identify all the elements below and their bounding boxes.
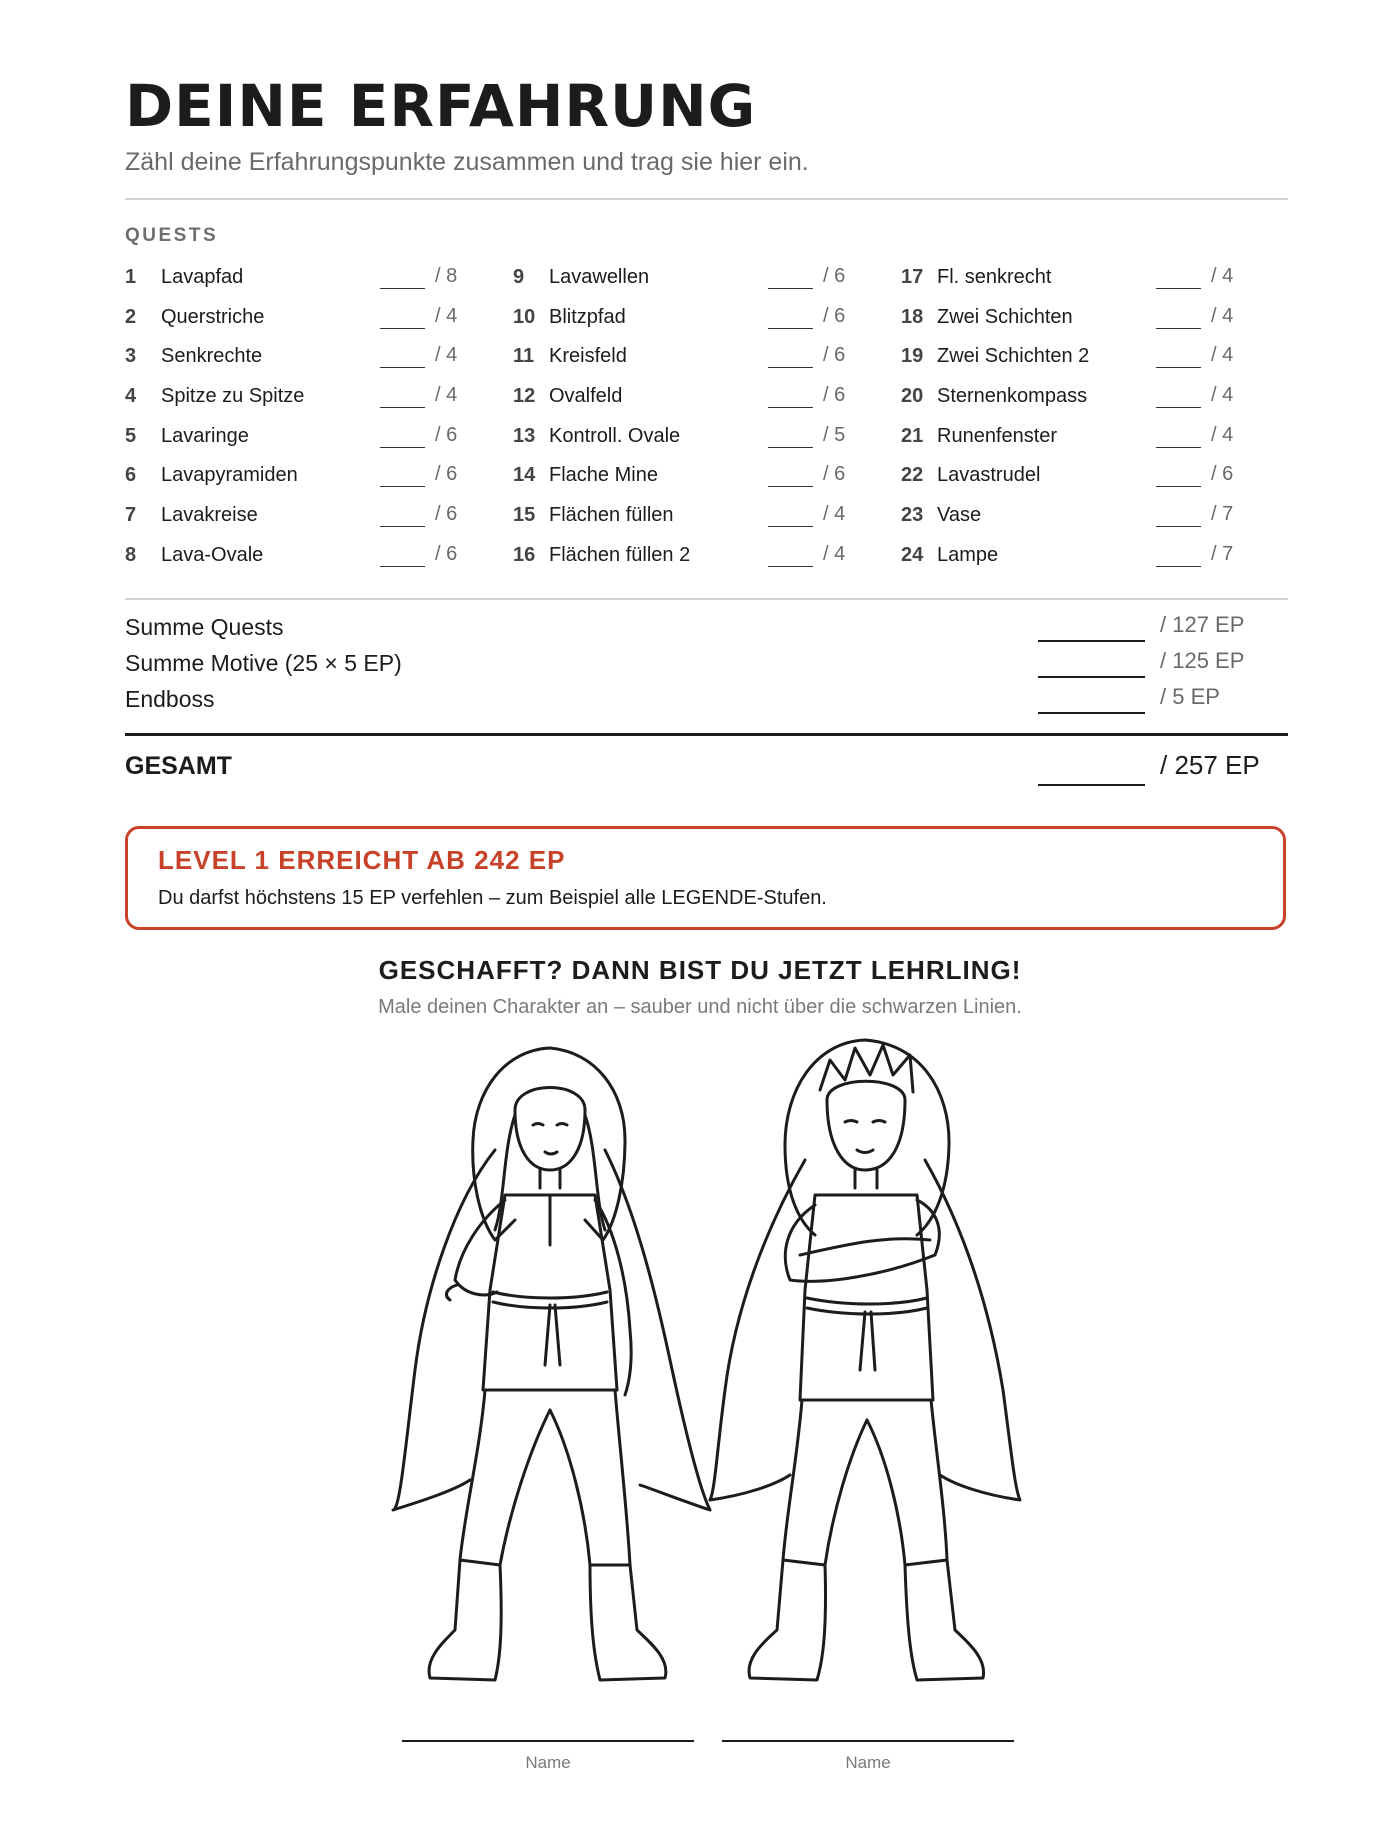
quest-score-blank[interactable] [380,486,425,487]
quest-max-points: / 8 [435,265,458,287]
quest-number: 13 [513,424,536,447]
quest-max-points: / 7 [1211,503,1234,526]
quest-number: 22 [901,464,924,487]
quest-score-blank[interactable] [768,367,813,368]
quest-max-points: / 6 [823,304,846,327]
quest-row [513,377,883,417]
level-heading: LEVEL 1 ERREICHT AB 242 EP [158,845,566,875]
quest-max-points: / 4 [823,542,846,565]
quest-row [901,258,1271,298]
coloring-hint: Male deinen Charakter an – sauber und nicht über die schwarzen Linien. [378,996,1022,1018]
quest-name: Lava-Ovale [161,543,264,566]
quest-max-points: / 4 [823,503,846,526]
quest-number: 21 [901,424,924,447]
quest-row [901,298,1271,338]
quest-row [125,417,495,457]
quest-column [901,258,1271,576]
quests-divider [125,598,1288,600]
quest-max-points: / 6 [823,344,846,367]
quest-score-blank[interactable] [380,328,425,329]
quest-max-points: / 7 [1211,542,1234,565]
quest-name: Sternenkompass [937,385,1088,408]
quest-max-points: / 6 [823,463,846,486]
quest-score-blank[interactable] [1156,328,1201,329]
quest-name: Ovalfeld [549,385,623,408]
quest-name: Lampe [937,543,999,566]
quest-max-points: / 6 [823,265,846,287]
girl-name-label: Name [525,1753,571,1772]
quest-row [125,337,495,377]
quest-score-blank[interactable] [1156,447,1201,448]
quest-row [901,456,1271,496]
quest-row [125,536,495,576]
quest-number: 5 [125,424,137,447]
quest-name: Lavawellen [549,266,650,288]
quest-score-blank[interactable] [380,407,425,408]
quest-row [513,536,883,576]
quest-row [513,456,883,496]
quest-score-blank[interactable] [380,367,425,368]
quest-max-points: / 6 [435,503,458,526]
quest-max-points: / 4 [435,304,458,327]
quest-name: Lavaringe [161,424,249,447]
quest-number: 10 [513,305,536,328]
quest-name: Runenfenster [937,424,1058,447]
total-label: GESAMT [125,752,232,780]
quest-name: Querstriche [161,305,265,328]
quest-name: Lavastrudel [937,464,1041,487]
quest-row [513,496,883,536]
quest-name: Flächen füllen 2 [549,543,691,566]
sum-quests-label: Summe Quests [125,614,284,640]
sum-motive-label: Summe Motive (25 × 5 EP) [125,650,402,676]
quest-row [901,417,1271,457]
quest-number: 14 [513,464,536,487]
quest-number: 18 [901,305,924,328]
total-max: / 257 EP [1160,750,1260,780]
quest-score-blank[interactable] [768,407,813,408]
quest-score-blank[interactable] [1156,526,1201,527]
quest-max-points: / 6 [435,463,458,486]
quest-max-points: / 4 [1211,384,1234,407]
quest-max-points: / 6 [435,542,458,565]
quest-score-blank[interactable] [1156,288,1201,289]
quest-max-points: / 6 [1211,463,1234,486]
quest-name: Flache Mine [549,464,658,487]
quest-name: Lavapyramiden [161,464,298,487]
quest-row [901,496,1271,536]
quest-name: Flächen füllen [549,504,674,527]
quest-name: Zwei Schichten 2 [937,345,1090,368]
quest-score-blank[interactable] [768,486,813,487]
quest-row [125,298,495,338]
quest-row [513,298,883,338]
sum-boss-label: Endboss [125,686,215,712]
quest-number: 3 [125,345,137,368]
quest-row [513,337,883,377]
quest-number: 16 [513,543,536,566]
quest-number: 17 [901,266,924,288]
quest-number: 15 [513,504,536,527]
quest-number: 2 [125,305,137,328]
header-divider [125,198,1288,200]
quest-row [513,258,883,298]
quest-score-blank[interactable] [1156,367,1201,368]
quest-name: Kreisfeld [549,345,627,368]
quest-number: 9 [513,266,525,288]
boy-name-label: Name [845,1753,891,1772]
quest-score-blank[interactable] [768,447,813,448]
quest-name: Vase [937,504,982,527]
sum-motive-max: / 125 EP [1160,648,1245,673]
page-subtitle: Zähl deine Erfahrungspunkte zusammen und trag sie hier ein. [125,148,809,176]
quest-number: 4 [125,385,137,408]
sum-quests-blank[interactable] [1038,640,1145,642]
quest-number: 24 [901,543,924,566]
quest-number: 7 [125,504,137,527]
page-title: DEINE ERFAHRUNG [125,72,757,140]
quest-number: 20 [901,385,924,408]
quest-score-blank[interactable] [1156,486,1201,487]
quest-max-points: / 4 [1211,423,1234,446]
quest-row [125,456,495,496]
quest-max-points: / 4 [435,344,458,367]
quest-row [125,496,495,536]
quest-row [513,417,883,457]
quest-score-blank[interactable] [1156,407,1201,408]
quest-row [901,337,1271,377]
quest-score-blank[interactable] [380,526,425,527]
quest-max-points: / 4 [435,384,458,407]
quest-score-blank[interactable] [768,288,813,289]
quest-name: Blitzpfad [549,305,626,328]
quest-name: Lavakreise [161,504,258,527]
quest-max-points: / 4 [1211,344,1234,367]
sum-motive-blank[interactable] [1038,676,1145,678]
quest-name: Spitze zu Spitze [161,385,305,408]
quest-name: Lavapfad [161,266,244,288]
sum-boss-blank[interactable] [1038,712,1145,714]
quest-number: 8 [125,543,137,566]
quest-max-points: / 6 [823,384,846,407]
total-blank[interactable] [1038,784,1145,786]
boy-name-line[interactable] [722,1740,1014,1742]
quest-row [125,258,495,298]
congrats-heading: GESCHAFFT? DANN BIST DU JETZT LEHRLING! [378,955,1022,985]
quest-max-points: / 5 [823,423,846,446]
girl-name-line[interactable] [402,1740,694,1742]
quest-max-points: / 4 [1211,265,1234,287]
quest-row [125,377,495,417]
level-info-box [125,826,1286,930]
girl-character-illustration [385,1030,715,1700]
quest-name: Fl. senkrecht [937,266,1052,288]
quest-score-blank[interactable] [768,526,813,527]
quest-name: Kontroll. Ovale [549,424,681,447]
quest-number: 12 [513,385,536,408]
quest-number: 11 [513,345,535,368]
quest-score-blank[interactable] [768,328,813,329]
quest-max-points: / 6 [435,423,458,446]
quest-score-blank[interactable] [380,566,425,567]
quest-name: Zwei Schichten [937,305,1073,328]
sum-quests-max: / 127 EP [1160,612,1245,637]
quests-section-label: QUESTS [125,225,219,246]
quest-score-blank[interactable] [380,288,425,289]
quest-score-blank[interactable] [1156,566,1201,567]
total-divider [125,733,1288,736]
quest-row [901,377,1271,417]
quest-column [125,258,495,576]
quest-row [901,536,1271,576]
quest-column [513,258,883,576]
level-description: Du darfst höchstens 15 EP verfehlen – zum Beispiel alle LEGENDE-Stufen. [158,887,827,909]
quest-number: 19 [901,345,924,368]
boy-character-illustration [705,1030,1025,1700]
quest-name: Senkrechte [161,345,263,368]
sum-boss-max: / 5 EP [1160,684,1220,709]
quest-number: 23 [901,504,924,527]
quest-score-blank[interactable] [380,447,425,448]
quest-score-blank[interactable] [768,566,813,567]
quest-number: 6 [125,464,137,487]
quest-number: 1 [125,266,137,288]
quest-max-points: / 4 [1211,304,1234,327]
